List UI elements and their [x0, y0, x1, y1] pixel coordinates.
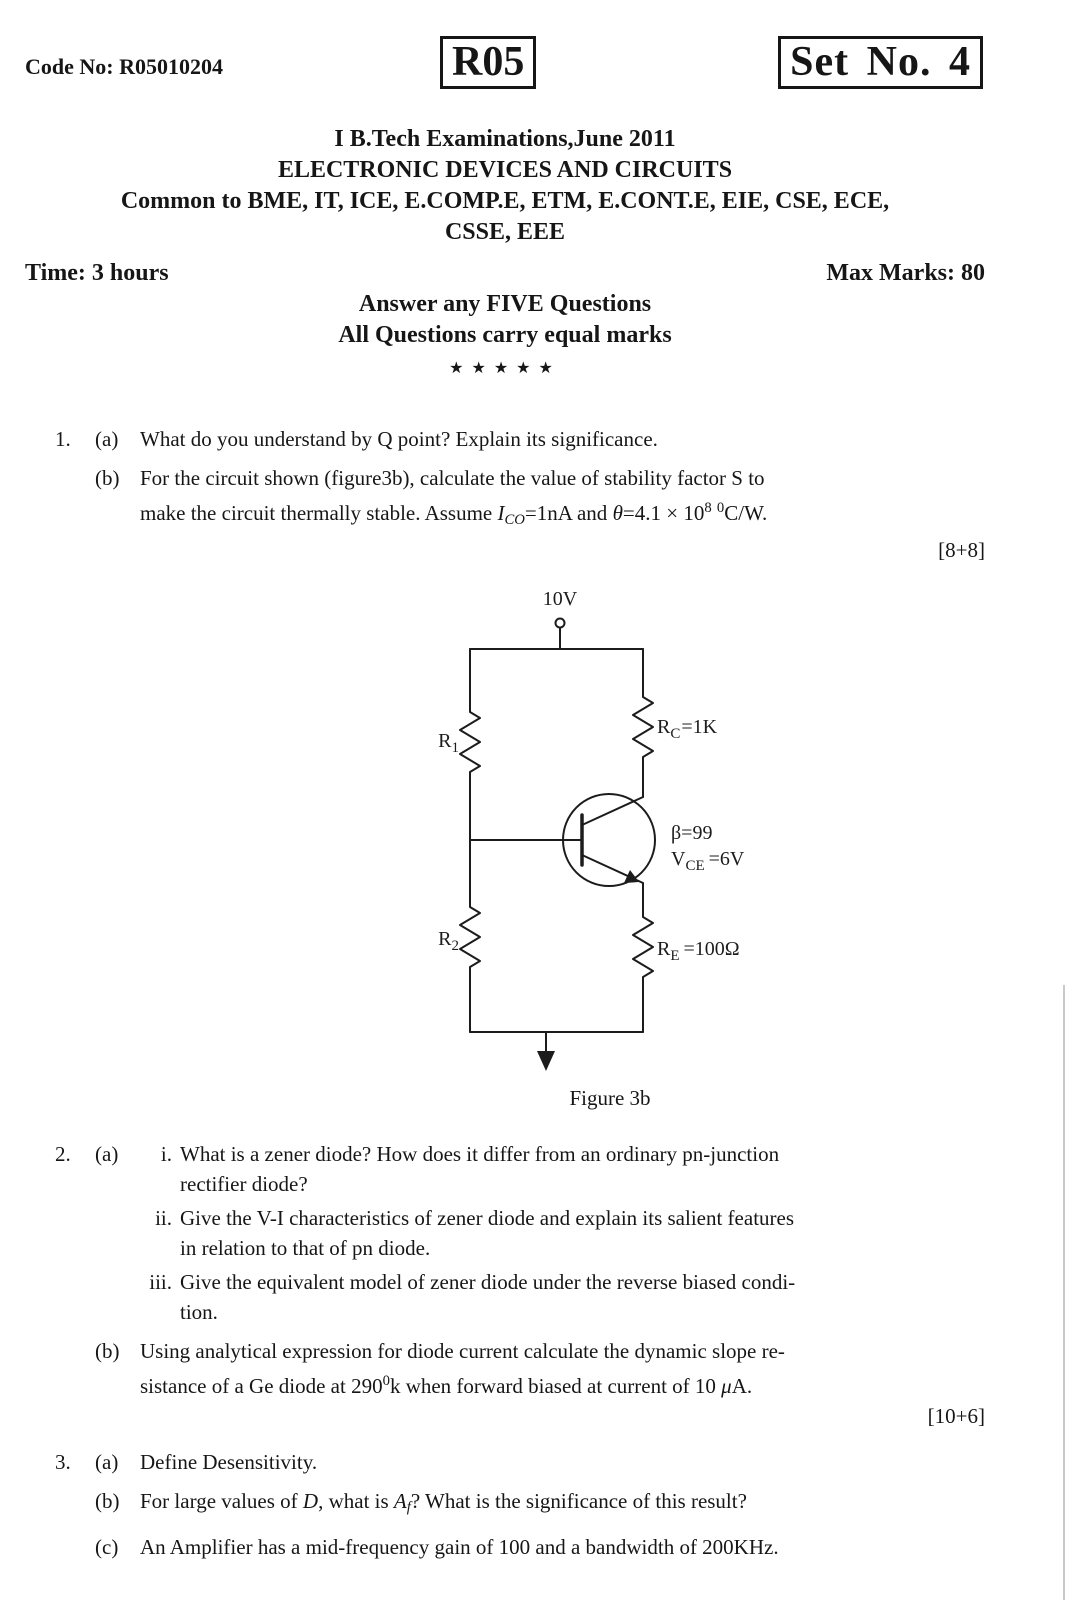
question-1a — [95, 424, 985, 454]
marks-question-2: [10+6] — [927, 1403, 985, 1428]
label-rc: $R_C=1K$ — [657, 715, 718, 742]
part-label-2a: (a) — [95, 1141, 119, 1166]
question-2 — [55, 1139, 985, 1431]
question-2b — [95, 1336, 985, 1401]
exam-session-line: I B.Tech Examinations,June 2011 — [334, 126, 676, 152]
part-label-3a: (a) — [95, 1449, 119, 1474]
time-marks-row — [25, 258, 985, 289]
resistor-re — [633, 912, 653, 982]
subject-title: ELECTRONIC DEVICES AND CIRCUITS — [277, 157, 733, 183]
label-re: $R_E =100\Omega$ — [657, 937, 740, 964]
part-label-1a: (a) — [95, 427, 119, 451]
part-text-3a: Define Desensitivity. — [140, 1449, 318, 1474]
item-text-ii: Give the V-I characteristics of zener diode and explain its salient features in relation to that of pn diode. — [180, 1205, 795, 1260]
question-2a — [95, 1139, 985, 1327]
max-marks: Max Marks: 80 — [826, 260, 985, 286]
supply-terminal — [556, 618, 565, 627]
question-3b — [95, 1486, 985, 1523]
part-text-1a: What do you understand by Q point? Explain its significance. — [140, 427, 658, 451]
code-number: Code No: R05010204 — [25, 54, 223, 79]
part-label-3c: (c) — [95, 1534, 119, 1559]
label-beta: β=99 — [671, 821, 713, 844]
common-branches-line1: Common to BME, IT, ICE, E.COMP.E, ETM, E.CONT.E, EIE, CSE, ECE, — [120, 188, 890, 214]
question-3 — [55, 1447, 985, 1562]
question-1-number: 1. — [55, 427, 71, 451]
collector-lead — [582, 797, 643, 825]
question-1b — [95, 463, 985, 535]
marks-question-1: [8+8] — [938, 537, 985, 562]
part-text-1b: For the circuit shown (figure3b), calculate the value of stability factor S to make the circuit thermally stable. Assume ICO=1nA and $\theta=4.1 \times 10^8$ $^0$C/W. — [140, 466, 768, 528]
scan-artifact-line — [1063, 985, 1065, 1600]
part-label-2b: (b) — [95, 1338, 120, 1363]
item-text-i: What is a zener diode? How does it differ from an ordinary pn-junction rectifier diode? — [180, 1141, 780, 1196]
label-vce: $V_{CE} =6V$ — [671, 847, 745, 874]
item-text-iii: Give the equivalent model of zener diode under the reverse biased condi- tion. — [180, 1269, 796, 1324]
label-r2: $R_2$ — [438, 927, 459, 954]
part-text-3b: For large values of D, what is Af? What is the significance of this result? — [140, 1488, 747, 1516]
common-branches-line2: CSSE, EEE — [444, 219, 566, 245]
resistor-rc — [633, 692, 653, 762]
part-label-1b: (b) — [95, 466, 120, 490]
item-label-ii: ii. — [155, 1205, 172, 1230]
stars-separator: ★★★★★ — [449, 360, 561, 377]
figure-3b — [25, 587, 985, 1111]
ground-arrowhead — [537, 1051, 555, 1071]
question-1 — [55, 424, 985, 565]
question-2a-ii — [140, 1203, 985, 1263]
instruction-equal-marks: All Questions carry equal marks — [338, 322, 672, 348]
time-allowed: Time: 3 hours — [25, 260, 169, 286]
item-label-i: i. — [160, 1141, 172, 1166]
label-r1: $R_1$ — [438, 729, 459, 756]
paper-code-box: R05 — [440, 36, 536, 89]
part-text-2b: Using analytical expression for diode current calculate the dynamic slope re- sistance of a Ge diode at $290^0k$ when forward biased at current of 10 μA. — [140, 1338, 785, 1398]
resistor-r1 — [460, 707, 480, 777]
set-number-box: Set No. 4 — [778, 36, 983, 89]
resistor-r2 — [460, 902, 480, 972]
question-3c — [95, 1532, 985, 1562]
instruction-answer-five: Answer any FIVE Questions — [358, 291, 652, 317]
question-2a-i — [140, 1139, 985, 1199]
question-2a-iii — [140, 1267, 985, 1327]
item-label-iii: iii. — [149, 1269, 172, 1294]
part-label-3b: (b) — [95, 1488, 120, 1513]
question-3a — [95, 1447, 985, 1477]
part-text-3c: An Amplifier has a mid-frequency gain of 100 and a bandwidth of 200KHz. — [140, 1534, 779, 1559]
question-2-number: 2. — [55, 1141, 71, 1166]
circuit-diagram — [425, 587, 795, 1079]
label-supply-voltage: 10V — [542, 587, 578, 610]
question-3-number: 3. — [55, 1449, 71, 1474]
figure-caption: Figure 3b — [569, 1085, 651, 1110]
